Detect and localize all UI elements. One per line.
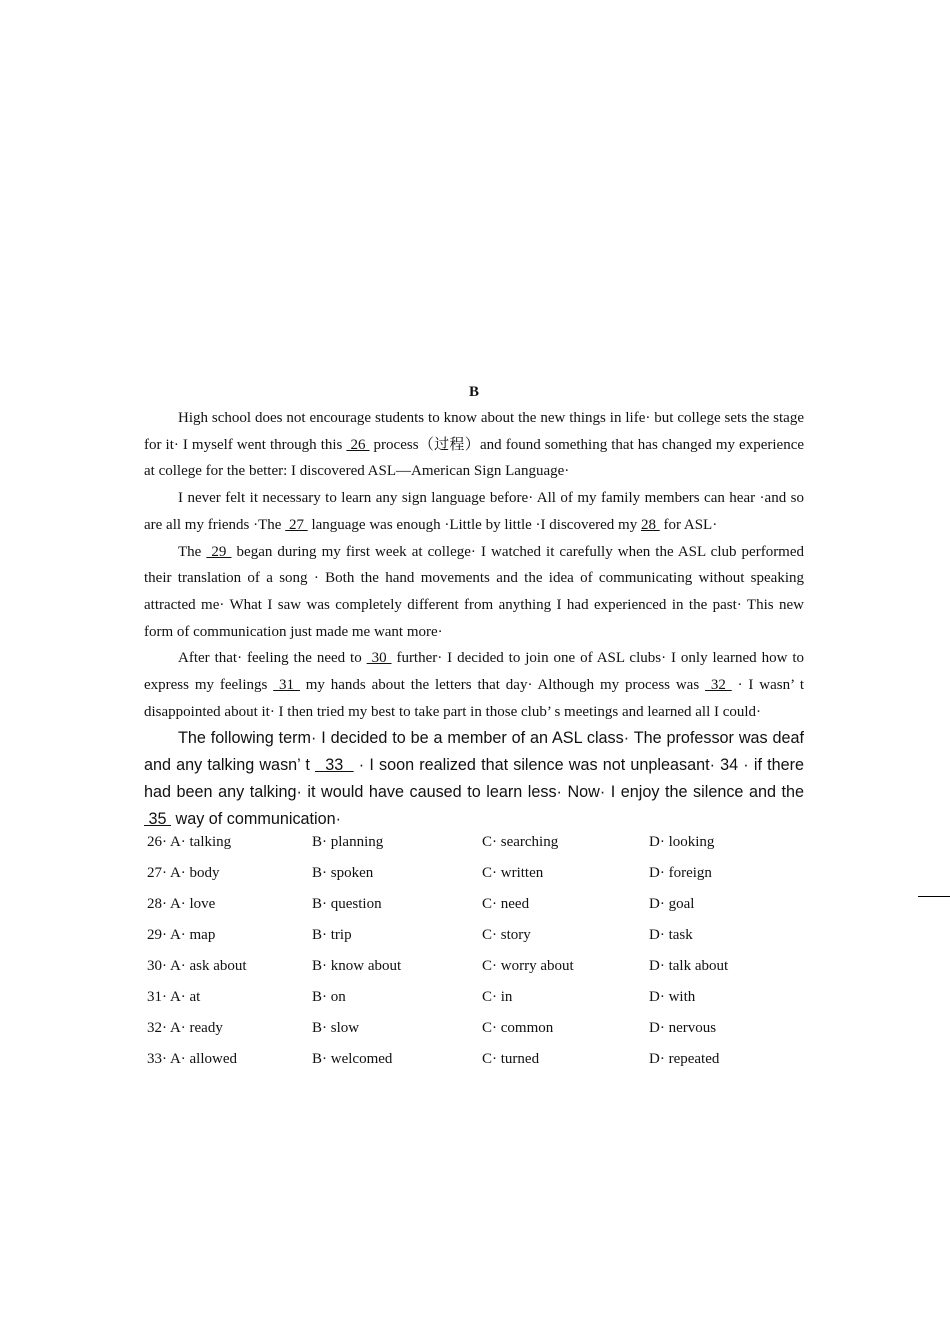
blank-29: 29 [206, 543, 232, 560]
paragraph-text: I never felt it necessary to learn any sign language before· All of my family members can hear ·and so are all my friends ·The [144, 490, 804, 533]
paragraph-text: way of communication· [171, 809, 342, 828]
blank-30: 30 [366, 650, 392, 667]
paragraph-text: began during my first week at college· I watched it carefully when the ASL club performed their translation of a song · Both the hand movements and the idea of communicating without speaking attracted me· What I saw was completely different from anything I had experienced in the past· This new form of communication just made me want more· [144, 543, 805, 640]
option-d: D· nervous [649, 1020, 717, 1037]
margin-rule [918, 896, 950, 897]
option-b: B· spoken [312, 865, 374, 882]
answer-options [144, 834, 804, 1082]
question-number: 26· A· talking [147, 834, 232, 851]
blank-31: 31 [273, 677, 300, 694]
paragraph-text: my hands about the letters that day· Although my process was [299, 677, 706, 694]
paragraph-4 [144, 645, 804, 725]
blank-28: 28 [640, 516, 660, 533]
option-a: A· at [169, 989, 201, 1006]
option-c: C· worry about [482, 958, 574, 975]
paragraph-text: The following term· I decided to be a member of an ASL class· The professor was deaf and any talking wasn’ t [144, 729, 804, 775]
paragraph-2 [144, 485, 804, 538]
option-b: B· trip [312, 927, 352, 944]
question-number: 27· A· body [147, 865, 220, 882]
paragraph-text: for ASL· [659, 516, 718, 533]
option-a: A· love [169, 896, 216, 913]
paragraph-text: After that· feeling the need to [178, 650, 367, 667]
question-number: 30· A· ask about [147, 958, 247, 975]
section-title: B [468, 384, 479, 400]
option-d: D· goal [649, 896, 695, 913]
option-c: C· written [482, 865, 544, 882]
option-b: B· welcomed [312, 1051, 393, 1068]
question-number: 32· A· ready [147, 1020, 223, 1037]
question-number: 29· A· map [147, 927, 216, 944]
option-b: B· question [312, 896, 382, 913]
document-page [144, 384, 804, 1082]
option-d: D· with [649, 989, 696, 1006]
question-number: 28· A· love [147, 896, 216, 913]
option-c: C· in [482, 989, 513, 1006]
paragraph-3 [144, 539, 804, 646]
question-row [144, 865, 804, 896]
option-d: D· looking [649, 834, 715, 851]
paragraph-text: The [178, 543, 207, 560]
option-a: A· body [169, 865, 220, 882]
blank-27: 27 [285, 516, 308, 533]
paragraph-text: · I wasn’ t disappointed about it· I then tried my best to take part in those club’ s meetings and learned all I could· [144, 677, 805, 720]
option-b: B· on [312, 989, 346, 1006]
paragraph-text: · I soon realized that silence was not unpleasant· 34 · if there had been any talking· it would have caused to learn less· Now· I enjoy the silence and the [144, 756, 804, 801]
option-d: D· foreign [649, 865, 712, 882]
question-row [144, 1051, 804, 1082]
option-d: D· talk about [649, 958, 729, 975]
option-c: C· searching [482, 834, 559, 851]
option-d: D· task [649, 927, 693, 944]
question-number: 33· A· allowed [147, 1051, 237, 1068]
question-row [144, 896, 804, 927]
question-row [144, 1020, 804, 1051]
option-c: C· story [482, 927, 531, 944]
paragraph-1 [144, 405, 804, 485]
option-b: B· slow [312, 1020, 360, 1037]
paragraph-5 [144, 725, 804, 832]
question-row [144, 989, 804, 1020]
blank-33: 33 [314, 756, 354, 775]
option-c: C· need [482, 896, 530, 913]
option-c: C· common [482, 1020, 554, 1037]
option-a: A· allowed [169, 1051, 237, 1068]
blank-26: 26 [346, 436, 370, 453]
option-b: B· planning [312, 834, 384, 851]
option-a: A· ready [169, 1020, 223, 1037]
paragraph-text: High school does not encourage students to know about the new things in life· but college sets the stage for it· I myself went through this [144, 410, 804, 453]
paragraph-text: further· I decided to join one of ASL clubs· I only learned how to express my feelings [144, 650, 804, 694]
option-d: D· repeated [649, 1051, 720, 1068]
question-number: 31· A· at [147, 989, 201, 1006]
option-a: A· map [169, 927, 216, 944]
option-b: B· know about [312, 958, 402, 975]
question-row [144, 927, 804, 958]
paragraph-text: process（过程）and found something that has changed my experience at college for the better: I discovered ASL—American Sign Language· [144, 436, 805, 480]
blank-35: 35 [144, 809, 172, 828]
option-a: A· ask about [169, 958, 247, 975]
question-row [144, 958, 804, 989]
option-c: C· turned [482, 1051, 540, 1068]
blank-32: 32 [705, 677, 732, 694]
option-a: A· talking [169, 834, 232, 851]
paragraph-text: language was enough ·Little by little ·I discovered my [307, 516, 641, 533]
question-row [144, 834, 804, 865]
